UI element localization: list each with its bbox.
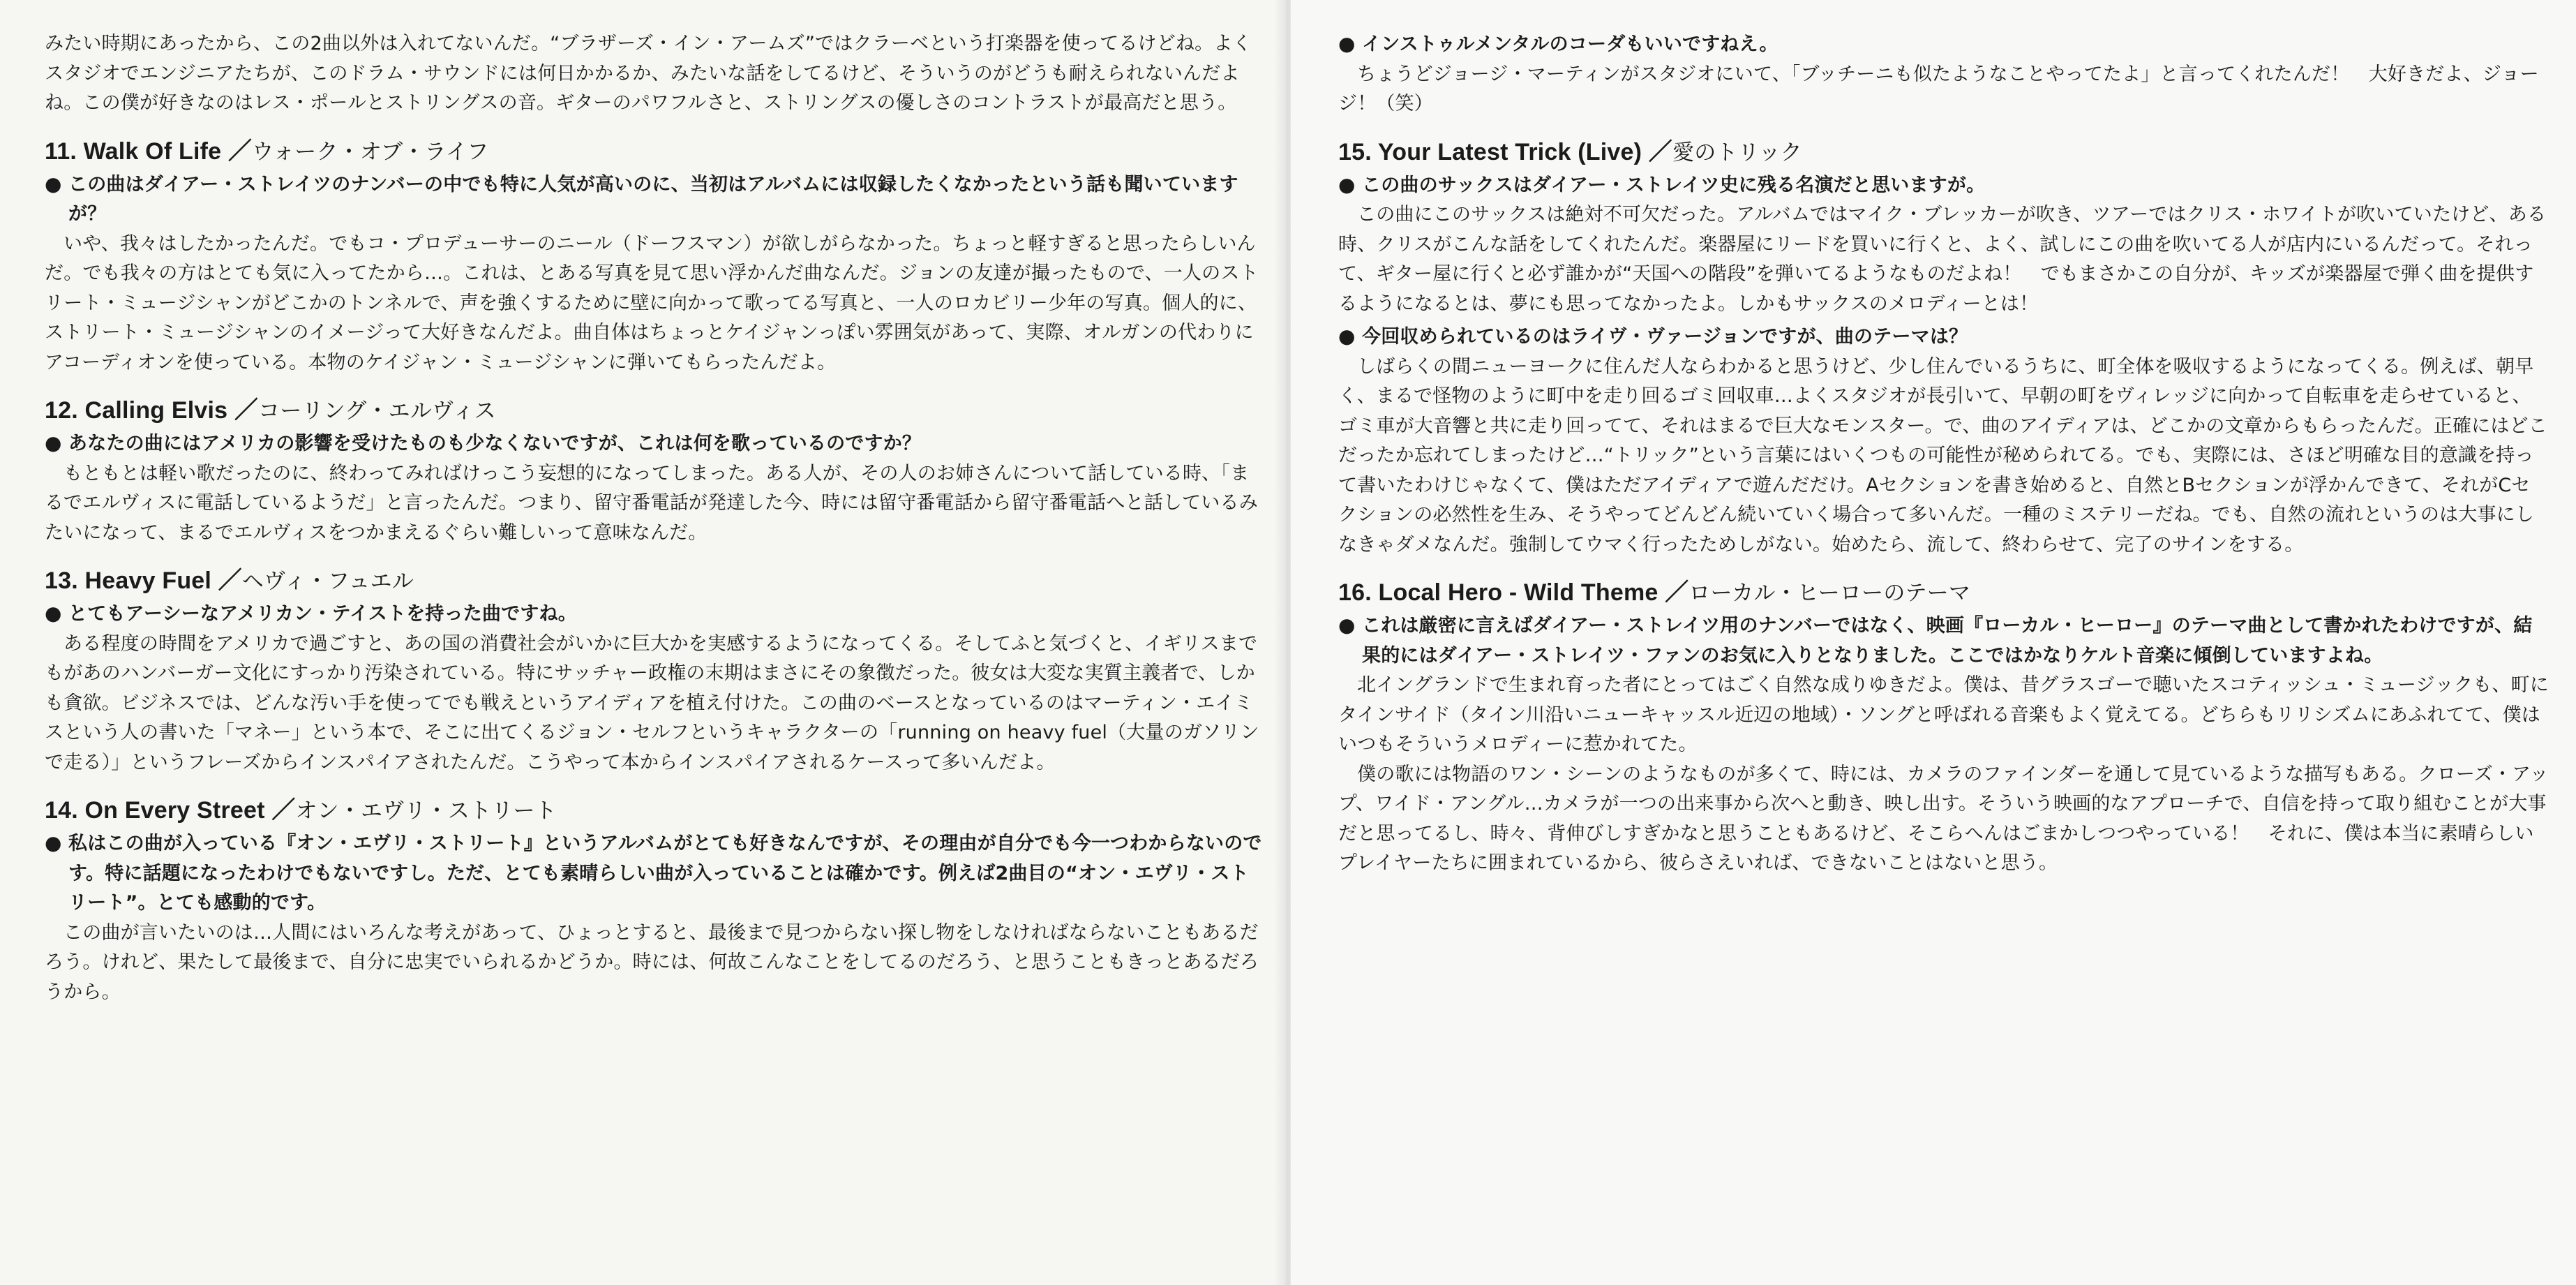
section-your-latest-trick [1338,138,2549,560]
song-title-en: 14. On Every Street ／ [45,797,296,824]
section-walk-of-life [45,137,1262,378]
song-title-en: 16. Local Hero - Wild Theme ／ [1338,579,1689,606]
question-text: この曲はダイアー・ストレイツのナンバーの中でも特に人気が高いのに、当初はアルバムには収録したくなかったという話も聞いていますが？ [68,173,1238,225]
question-text: とてもアーシーなアメリカン・テイストを持った曲ですね。 [68,603,577,625]
interview-question [45,599,1262,630]
song-title [45,137,1262,167]
interview-question [1338,29,2549,60]
interview-question [1338,322,2549,352]
song-title-jp: 愛のトリック [1672,140,1802,165]
song-title [45,396,1262,426]
question-text: 今回収められているのはライヴ・ヴァージョンですが、曲のテーマは？ [1362,326,1968,348]
section-on-every-street [45,796,1262,1007]
interview-answer: ちょうどジョージ・マーティンがスタジオにいて、「ブッチーニも似たようなことやってたよ」と言ってくれたんだ！ 大好きだよ、ジョージ！（笑） [1338,63,2539,114]
bullet-icon: ● [45,602,62,625]
bullet-icon: ● [45,172,62,195]
question-text: あなたの曲にはアメリカの影響を受けたものも少なくないですが、これは何を歌っているのですか？ [68,433,922,454]
question-text: インストゥルメンタルのコーダもいいですねえ。 [1362,34,1779,55]
song-title-en: 12. Calling Elvis ／ [45,397,259,424]
interview-answer: しばらくの間ニューヨークに住んだ人ならわかると思うけど、少し住んでいるうちに、町全体を吸収するようになってくる。例えば、朝早く、まるで怪物のように町中を走り回るゴミ回収車…よくスタジオが長引いて、早朝の町をヴィレッジに向かって自転車を走らせていると、ゴミ車が大音響と共に走り回ってて、それはまるで巨大なモンスター。で、曲のアイディアは、どこかの文章からもらったんだ。正確にはどこだったか忘れてしまったけど…“トリック”という言葉にはいくつもの可能性が秘められてる。でも、実際には、さほど明確な目的意識を持って書いたわけじゃなくて、僕はただアイディアで遊んだだけ。Aセクションを書き始めると、自然とBセクションが浮かんできて、それがCセクションの必然性を生み、そうやってどんどん続いていく場合って多いんだ。一種のミステリーだね。でも、自然の流れというのは大事にしなきゃダメなんだ。強制してウマく行ったためしがない。始めたら、流して、終わらせて、完了のサインをする。 [1338,355,2547,556]
right-page-text [1338,29,2549,879]
bullet-icon: ● [45,831,62,854]
left-page-text [45,29,1262,1007]
song-title-jp: ヘヴィ・フュエル [241,569,414,594]
interview-answer: いや、我々はしたかったんだ。でもコ・プロデューサーのニール（ドーフスマン）が欲しがらなかった。ちょっと軽すぎると思ったらしいんだ。でも我々の方はとても気に入ってたから…。これは、とある写真を見て思い浮かんだ曲なんだ。ジョンの友達が撮ったもので、一人のストリート・ミュージシャンがどこかのトンネルで、声を強くするために壁に向かって歌ってる写真と、一人のロカビリー少年の写真。個人的に、ストリート・ミュージシャンのイメージって大好きなんだよ。曲自体はちょっとケイジャンっぽい雰囲気があって、実際、オルガンの代わりにアコーディオンを使っている。本物のケイジャン・ミュージシャンに弾いてもらったんだよ。 [45,232,1259,373]
song-title-en: 15. Your Latest Trick (Live) ／ [1338,138,1673,165]
right-page [1291,0,2576,1285]
interview-question [1338,170,2549,201]
section-local-hero [1338,578,2549,879]
bullet-icon: ● [1338,32,1356,55]
song-title-jp: ウォーク・オブ・ライフ [252,139,489,165]
section-calling-elvis [45,396,1262,548]
interview-answer: ある程度の時間をアメリカで過ごすと、あの国の消費社会がいかに巨大かを実感するようになってくる。そしてふと気づくと、イギリスまでもがあのハンバーガー文化にすっかり汚染されている。特にサッチャー政権の末期はまさにその象徴だった。彼女は大変な実質主義者で、しかも貪欲。ビジネスでは、どんな汚い手を使ってでも戦えというアイディアを植え付けた。この曲のベースとなっているのはマーティン・エイミスという人の書いた「マネー」という本で、そこに出てくるジョン・セルフというキャラクターの「running on heavy fuel（大量のガソリンで走る）」というフレーズからインスパイアされたんだ。こうやって本からインスパイアされるケースって多いんだよ。 [45,632,1259,773]
intro-paragraph: みたい時期にあったから、この2曲以外は入れてないんだ。“ブラザーズ・イン・アームズ”ではクラーベという打楽器を使ってるけどね。よくスタジオでエンジニアたちが、このドラム・サウンドには何日かかるか、みたいな話をしてるけど、そういうのがどうも耐えられないんだよね。この僕が好きなのはレス・ポールとストリングスの音。ギターのパワフルさと、ストリングスの優しさのコントラストが最高だと思う。 [45,33,1252,114]
bullet-icon: ● [1338,614,1356,637]
interview-answer: この曲が言いたいのは…人間にはいろんな考えがあって、ひょっとすると、最後まで見つからない探し物をしなければならないこともあるだろう。けれど、果たして最後まで、自分に忠実でいられるかどうか。時には、何故こんなことをしてるのだろう、と思うこともきっとあるだろうから。 [45,921,1259,1003]
interview-answer: この曲にこのサックスは絶対不可欠だった。アルバムではマイク・ブレッカーが吹き、ツアーではクリス・ホワイトが吹いていたけど、ある時、クリスがこんな話をしてくれたんだ。楽器屋にリードを買いに行くと、よく、試しにこの曲を吹いてる人が店内にいるんだって。それって、ギター屋に行くと必ず誰かが“天国への階段”を弾いてるようなものだよね！ でもまさかこの自分が、キッズが楽器屋で弾く曲を提供するようになるとは、夢にも思ってなかったよ。しかもサックスのメロディーとは！ [1338,204,2547,315]
song-title-jp: コーリング・エルヴィス [258,399,496,424]
bullet-icon: ● [1338,325,1356,348]
question-text: これは厳密に言えばダイアー・ストレイツ用のナンバーではなく、映画『ローカル・ヒーロー』のテーマ曲として書かれたわけですが、結果的にはダイアー・ストレイツ・ファンのお気に入りとなりました。ここではかなりケルト音楽に傾倒していますよね。 [1362,615,2533,667]
left-page [0,0,1285,1285]
song-title [1338,138,2549,168]
song-title-jp: オン・エヴリ・ストリート [295,799,557,824]
song-title-en: 11. Walk Of Life ／ [45,138,253,165]
interview-question [1338,611,2549,671]
song-title-en: 13. Heavy Fuel ／ [45,567,242,594]
question-text: 私はこの曲が入っている『オン・エヴリ・ストリート』というアルバムがとても好きなんですが、その理由が自分でも今一つわからないのです。特に話題になったわけでもないですし。ただ、とても素晴らしい曲が入っていることは確かです。例えば2曲目の“オン・エヴリ・ストリート”。とても感動的です。 [68,833,1262,914]
interview-question [45,170,1262,230]
section-heavy-fuel [45,566,1262,778]
interview-answer: 僕の歌には物語のワン・シーンのようなものが多くて、時には、カメラのファインダーを通して見ているような描写もある。クローズ・アップ、ワイド・アングル…カメラが一つの出来事から次へと動き、映し出す。そういう映画的なアプローチで、自信を持って取り組むことが大事だと思ってるし、時々、背伸びしすぎかなと思うこともあるけど、そこらへんはごまかしつつやっている！ それに、僕は本当に素晴らしいプレイヤーたちに囲まれているから、彼らさえいれば、できないことはないと思う。 [1338,763,2549,874]
interview-answer: 北イングランドで生まれ育った者にとってはごく自然な成りゆきだよ。僕は、昔グラスゴーで聴いたスコティッシュ・ミュージックも、町にタインサイド（タイン川沿いニューキャッスル近辺の地域）・ソングと呼ばれる音楽もよく覚えてる。どちらもリリシズムにあふれてて、僕はいつもそういうメロディーに惹かれてた。 [1338,674,2549,755]
bullet-icon: ● [45,431,62,454]
song-title-jp: ローカル・ヒーローのテーマ [1688,581,1971,606]
song-title [45,566,1262,596]
question-text: この曲のサックスはダイアー・ストレイツ史に残る名演だと思いますが。 [1362,174,1986,196]
song-title [45,796,1262,826]
song-title [1338,578,2549,608]
interview-answer: もともとは軽い歌だったのに、終わってみればけっこう妄想的になってしまった。ある人が、その人のお姉さんについて話している時、「まるでエルヴィスに電話しているようだ」と言ったんだ。つまり、留守番電話が発達した今、時には留守番電話から留守番電話へと話しているみたいになって、まるでエルヴィスをつかまえるぐらい難しいって意味なんだ。 [45,462,1258,544]
interview-question [45,429,1262,459]
bullet-icon: ● [1338,172,1356,196]
interview-question [45,829,1262,919]
